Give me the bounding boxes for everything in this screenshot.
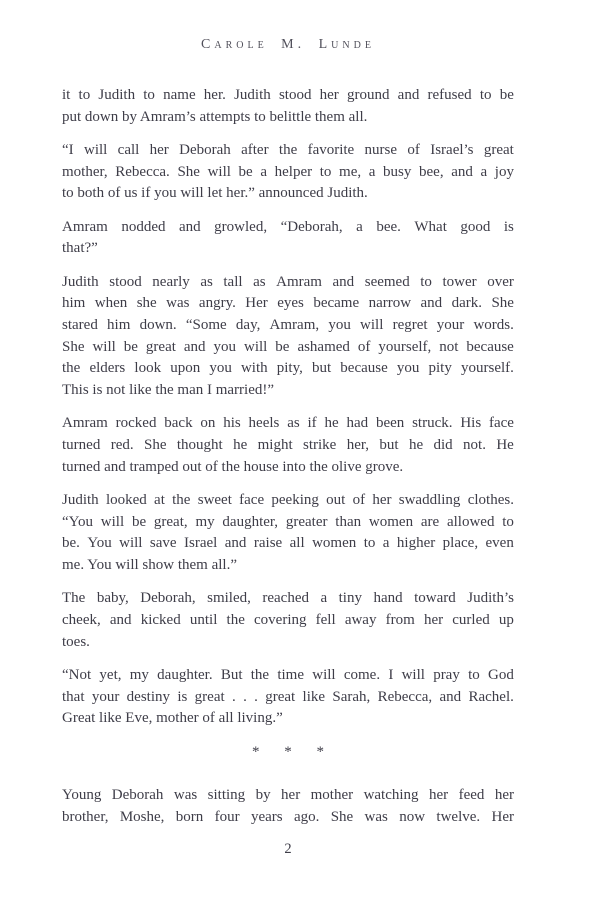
text-line: put down by Amram’s attempts to belittle them all.	[62, 108, 368, 125]
word: if	[307, 415, 317, 432]
word: sitting	[207, 787, 246, 804]
word: me,	[339, 163, 362, 180]
word: time	[277, 666, 305, 683]
word: raise	[253, 535, 283, 552]
word: like	[302, 688, 326, 705]
word: when	[94, 295, 128, 312]
word: yet,	[99, 666, 122, 683]
text-line: that?”	[62, 240, 98, 257]
word: him	[107, 316, 131, 333]
word: until	[189, 612, 218, 628]
word: than	[335, 513, 362, 530]
word: “I	[62, 141, 74, 158]
word: .	[254, 688, 258, 705]
word: as	[253, 273, 266, 290]
word: you	[213, 338, 237, 355]
paragraph	[62, 217, 514, 260]
word: Amram	[62, 415, 108, 432]
text-line	[62, 293, 514, 315]
word: yourself.	[460, 360, 514, 377]
word: “Not	[62, 666, 92, 683]
word: Judith’s	[467, 590, 514, 607]
word: great	[483, 141, 514, 158]
text-line	[62, 533, 514, 555]
word: stared	[62, 316, 98, 333]
word: be	[238, 163, 253, 180]
word: The	[62, 590, 86, 607]
word: stood	[109, 273, 142, 290]
word: peeking	[271, 491, 319, 508]
word: he	[233, 437, 248, 453]
word: because	[340, 360, 388, 377]
word: look	[134, 360, 162, 377]
word: good	[460, 218, 491, 235]
word: her	[428, 787, 449, 804]
word: curled	[452, 612, 490, 628]
word: of	[352, 491, 366, 508]
text-line: toes.	[62, 633, 90, 650]
word: great	[194, 688, 225, 705]
word: and	[332, 273, 355, 290]
word: of	[407, 141, 420, 158]
text-line	[62, 272, 514, 294]
word: a	[356, 218, 363, 235]
text-line: me. You will show them all.”	[62, 557, 237, 574]
word: twelve.	[436, 809, 481, 825]
word: did	[433, 437, 453, 453]
word: Rebecca,	[377, 688, 433, 705]
word: Her	[245, 295, 268, 312]
word: baby,	[96, 590, 129, 607]
text-line	[62, 217, 514, 239]
word: Deborah	[179, 141, 231, 158]
word: dark.	[451, 295, 483, 312]
word: to	[502, 513, 514, 530]
text-line	[62, 315, 514, 337]
paragraph	[62, 85, 514, 128]
word: will	[207, 163, 231, 180]
word: four	[214, 809, 240, 825]
word: of	[357, 338, 371, 355]
word: but	[379, 437, 399, 453]
word: been	[375, 415, 405, 432]
word: will	[401, 666, 425, 683]
word: be	[131, 513, 147, 530]
word: her,	[346, 437, 370, 453]
word: to	[479, 87, 492, 103]
word: mother	[310, 787, 354, 804]
word: greater	[285, 513, 328, 530]
word: refused	[427, 87, 472, 103]
word: Moshe,	[119, 809, 165, 825]
word: her	[319, 87, 339, 103]
word: pity	[428, 360, 452, 377]
word: the	[278, 141, 298, 158]
word: away	[344, 612, 377, 628]
word: helper	[274, 163, 313, 180]
word: Judith	[62, 273, 99, 290]
word: Judith	[234, 87, 271, 103]
word: Rachel.	[468, 688, 514, 705]
word: it	[62, 87, 71, 103]
word: became	[313, 295, 360, 312]
text-line	[62, 85, 514, 107]
word: not.	[463, 437, 486, 453]
word: Deborah,	[140, 590, 196, 607]
word: years	[250, 809, 283, 825]
word: will	[312, 666, 336, 683]
word: all	[289, 535, 305, 552]
word: be	[499, 87, 514, 103]
word: You	[87, 535, 112, 552]
word: him	[62, 295, 86, 312]
word: growled,	[214, 218, 268, 235]
word: on	[200, 415, 216, 432]
text-line	[62, 435, 514, 457]
text-line	[62, 358, 514, 380]
word: ashamed	[297, 338, 350, 355]
word: come.	[343, 666, 381, 683]
page-number: 2	[284, 841, 292, 857]
word: her	[281, 787, 301, 804]
word: her	[494, 787, 514, 804]
word: face	[239, 491, 265, 508]
word: women	[312, 535, 357, 552]
text-line	[62, 140, 514, 162]
word: smiled,	[207, 590, 251, 607]
word: Rebecca.	[115, 163, 170, 180]
word: will	[100, 513, 125, 530]
word: is	[503, 218, 514, 235]
word: rocked	[115, 415, 157, 432]
paragraph	[62, 272, 514, 402]
word: I	[388, 666, 394, 683]
word: daughter.	[157, 666, 213, 683]
word: upon	[170, 360, 201, 377]
word: reached	[262, 590, 309, 607]
word: Young	[62, 787, 102, 804]
word: red.	[110, 437, 134, 453]
word: toward	[414, 590, 456, 607]
word: her	[423, 612, 444, 628]
word: the	[250, 666, 270, 683]
word: thought	[176, 437, 223, 453]
word: you	[328, 316, 351, 333]
word: now	[399, 809, 426, 825]
word: be	[123, 338, 138, 355]
word: She	[330, 809, 354, 825]
word: you	[209, 360, 232, 377]
text-line	[62, 162, 514, 184]
word: bee,	[419, 163, 444, 180]
word: She	[177, 163, 200, 180]
word: her	[149, 141, 169, 158]
word: tall	[223, 273, 243, 290]
word: will	[243, 338, 268, 355]
word: be.	[62, 535, 80, 552]
word: Israel’s	[430, 141, 474, 158]
text-line	[62, 588, 514, 610]
word: will	[360, 316, 384, 333]
word: turned	[62, 437, 101, 453]
word: the	[172, 491, 191, 508]
word: from	[385, 612, 415, 628]
word: narrow	[368, 295, 412, 312]
word: a	[382, 535, 390, 552]
text-line	[62, 490, 514, 512]
word: to	[363, 535, 376, 552]
paragraph	[62, 665, 514, 730]
word: as	[200, 273, 213, 290]
word: is	[177, 688, 188, 705]
word: His	[460, 415, 482, 432]
word: clothes.	[467, 491, 514, 508]
word: he	[408, 437, 424, 453]
word: .	[231, 688, 236, 705]
word: Amram	[62, 218, 108, 235]
word: higher	[396, 535, 436, 552]
word: down.	[139, 316, 177, 333]
word: up	[498, 612, 514, 628]
word: What	[414, 218, 447, 235]
word: destiny	[126, 688, 170, 705]
word: my	[129, 666, 149, 683]
word: heels	[248, 415, 280, 432]
word: elders	[89, 360, 126, 377]
word: Israel	[184, 535, 218, 552]
word: and	[109, 612, 132, 628]
text-line	[62, 512, 514, 534]
paragraph	[62, 140, 514, 205]
word: over	[487, 273, 514, 290]
word: But	[220, 666, 243, 683]
word: mother,	[62, 163, 108, 180]
word: She	[491, 295, 514, 312]
word: nearly	[152, 273, 190, 290]
text-line: turned and tramped out of the house into the olive grove.	[62, 458, 404, 475]
text-block	[62, 85, 514, 840]
word: you	[396, 360, 420, 377]
word: will	[83, 141, 108, 158]
word: she	[136, 295, 157, 312]
word: Amram,	[269, 316, 320, 333]
word: had	[346, 415, 369, 432]
word: nodded	[121, 218, 166, 235]
word: a	[480, 163, 488, 180]
paragraph	[62, 588, 514, 653]
word: joy	[494, 163, 514, 180]
word: and	[420, 295, 443, 312]
word: words.	[473, 316, 514, 333]
word: out	[326, 491, 346, 508]
word: Judith	[98, 87, 136, 103]
word: born	[175, 809, 204, 825]
word: because	[466, 338, 514, 355]
word: he	[324, 415, 339, 432]
word: to	[420, 273, 432, 290]
word: save	[149, 535, 177, 552]
word: great	[265, 688, 296, 705]
word: strike	[303, 437, 337, 453]
paragraph	[62, 490, 514, 577]
word: your	[436, 316, 465, 333]
word: nurse	[364, 141, 398, 158]
word: “You	[62, 513, 93, 530]
word: and	[179, 218, 201, 235]
text-line	[62, 610, 514, 632]
word: a	[320, 590, 328, 607]
word: cheek,	[62, 612, 101, 628]
word: to	[143, 87, 155, 103]
word: women	[368, 513, 414, 530]
word: “Some	[185, 316, 227, 333]
word: a	[368, 163, 376, 180]
text-line: This is not like the man I married!”	[62, 382, 275, 399]
text-line	[62, 665, 514, 687]
word: struck.	[412, 415, 453, 432]
word: She	[143, 437, 167, 453]
word: will	[119, 535, 143, 552]
word: daughter,	[222, 513, 279, 530]
word: my	[195, 513, 215, 530]
word: swaddling	[398, 491, 461, 508]
word: but	[312, 360, 332, 377]
word: will	[92, 338, 116, 355]
word: kicked	[140, 612, 181, 628]
word: might	[257, 437, 293, 453]
word: day,	[235, 316, 261, 333]
word: great	[145, 338, 176, 355]
word: fell	[315, 612, 336, 628]
word: are	[420, 513, 440, 530]
word: tower	[442, 273, 477, 290]
word: to	[319, 163, 332, 180]
word: bee.	[376, 218, 401, 235]
word: God	[488, 666, 514, 683]
word: pray	[433, 666, 460, 683]
word: tiny	[338, 590, 362, 607]
word: as	[287, 415, 300, 432]
word: her.	[203, 87, 226, 103]
word: watching	[363, 787, 419, 804]
word: covering	[254, 612, 307, 628]
word: great,	[153, 513, 188, 530]
word: back	[164, 415, 193, 432]
word: the	[62, 360, 81, 377]
word: regret	[392, 316, 428, 333]
text-line	[62, 413, 514, 435]
word: seemed	[364, 273, 410, 290]
word: his	[223, 415, 241, 432]
word: and	[451, 163, 473, 180]
word: allowed	[446, 513, 495, 530]
word: ground	[346, 87, 390, 103]
word: was	[166, 295, 190, 312]
paragraph	[62, 413, 514, 478]
word: after	[241, 141, 269, 158]
text-line	[62, 337, 514, 359]
word: not	[439, 338, 459, 355]
word: stood	[278, 87, 312, 103]
word: favorite	[307, 141, 355, 158]
paragraph	[62, 785, 514, 828]
word: call	[117, 141, 140, 158]
word: by	[255, 787, 271, 804]
text-line	[62, 785, 514, 807]
word: face	[488, 415, 514, 432]
word: She	[62, 338, 85, 355]
word: .	[243, 688, 247, 705]
word: Sarah,	[332, 688, 371, 705]
word: yourself,	[378, 338, 432, 355]
word: Her	[491, 809, 514, 825]
text-line	[62, 807, 514, 829]
word: busy	[383, 163, 412, 180]
word: and	[439, 688, 462, 705]
word: hand	[373, 590, 403, 607]
word: that	[62, 688, 85, 705]
word: feed	[458, 787, 485, 804]
word: pity,	[276, 360, 303, 377]
word: ago.	[293, 809, 320, 825]
word: place,	[442, 535, 479, 552]
running-head-author: Carole M. Lunde	[201, 37, 375, 52]
text-line: Great like Eve, mother of all living.”	[62, 710, 283, 727]
scene-break: * * *	[252, 743, 324, 760]
text-line	[62, 687, 514, 709]
word: angry.	[198, 295, 236, 312]
word: Deborah	[111, 787, 164, 804]
word: with	[240, 360, 268, 377]
word: Judith	[62, 491, 99, 508]
word: the	[226, 612, 245, 628]
word: your	[91, 688, 120, 705]
word: her	[372, 491, 392, 508]
word: and	[397, 87, 420, 103]
word: a	[260, 163, 267, 180]
word: to	[78, 87, 91, 103]
word: and	[183, 338, 206, 355]
word: and	[224, 535, 247, 552]
word: sweet	[197, 491, 232, 508]
text-line: to both of us if you will let her.” announced Judith.	[62, 185, 368, 202]
word: looked	[105, 491, 147, 508]
word: to	[468, 666, 480, 683]
word: “Deborah,	[280, 218, 343, 235]
word: He	[496, 437, 514, 453]
word: be	[275, 338, 290, 355]
word: Amram	[276, 273, 322, 290]
word: name	[163, 87, 196, 103]
word: at	[154, 491, 165, 508]
word: even	[485, 535, 514, 552]
word: eyes	[277, 295, 304, 312]
word: was	[364, 809, 388, 825]
word: was	[173, 787, 198, 804]
word: brother,	[62, 809, 109, 825]
